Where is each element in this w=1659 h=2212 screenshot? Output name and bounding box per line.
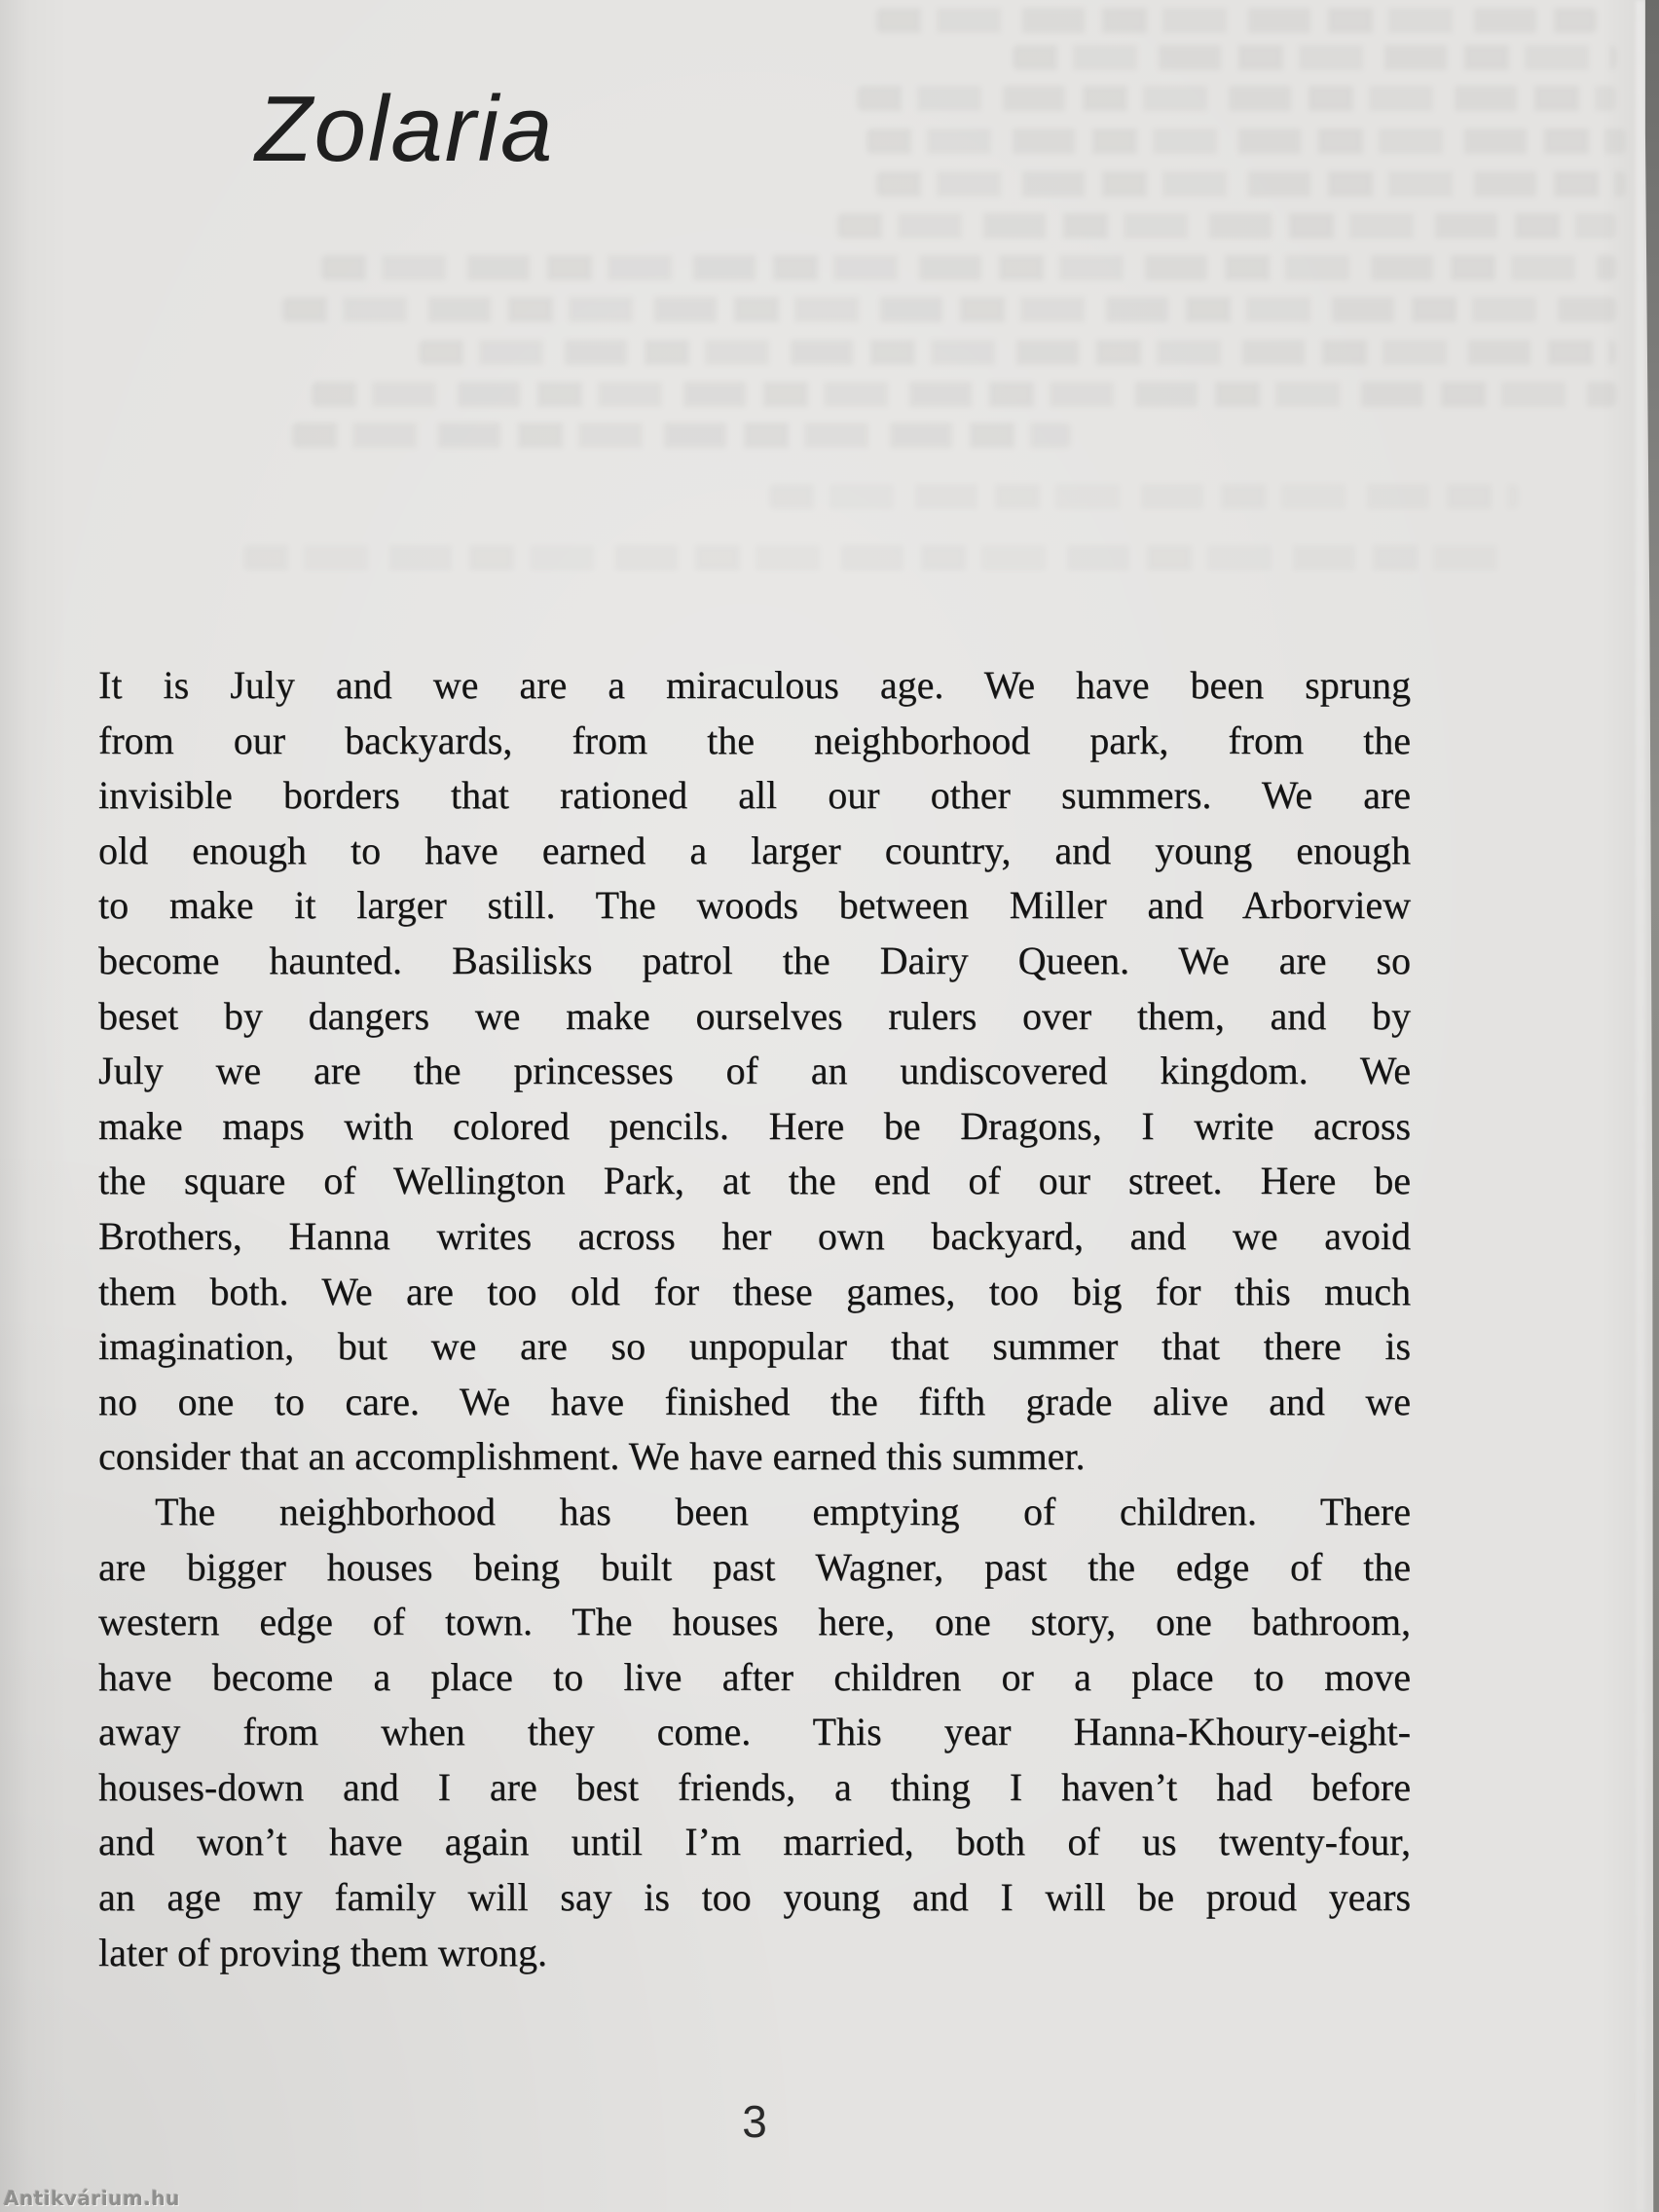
paragraph [98,1485,1411,1980]
text-line: consider that an accomplishment. We have earned this summer. [98,1434,1086,1479]
text-line: houses-down and I are best friends, a thing I haven’t had before [98,1764,1411,1809]
body-text [98,658,1411,1980]
watermark: Antikvárium.hu [4,2187,180,2210]
text-line: The neighborhood has been emptying of children. There [155,1489,1411,1533]
chapter-title: Zolaria [255,77,555,181]
page-number: 3 [742,2096,767,2147]
text-line: are bigger houses being built past Wagner, past the edge of the [98,1544,1411,1589]
text-line: have become a place to live after children or a place to move [98,1654,1411,1699]
paragraph [98,658,1411,1485]
text-line: become haunted. Basilisks patrol the Dairy Queen. We are so [98,938,1411,982]
text-line: Brothers, Hanna writes across her own backyard, and we avoid [98,1213,1411,1258]
text-line: invisible borders that rationed all our other summers. We are [98,773,1411,818]
text-line: beset by dangers we make ourselves rulers over them, and by [98,993,1411,1038]
text-line: from our backyards, from the neighborhood park, from the [98,718,1411,762]
text-line: and won’t have again until I’m married, both of us twenty-four, [98,1820,1411,1864]
text-line: away from when they come. This year Hanna-Khoury-eight- [98,1710,1411,1754]
page-edge-highlight [1636,0,1645,2212]
text-line: to make it larger still. The woods between Miller and Arborview [98,883,1411,928]
text-line: imagination, but we are so unpopular that summer that there is [98,1324,1411,1369]
text-line: the square of Wellington Park, at the end of our street. Here be [98,1159,1411,1203]
text-line: them both. We are too old for these games, too big for this much [98,1269,1411,1313]
text-line: old enough to have earned a larger country, and young enough [98,828,1411,872]
text-line: later of proving them wrong. [98,1930,547,1974]
page-edge-shadow [1643,0,1659,2212]
text-line: no one to care. We have finished the fifth grade alive and we [98,1379,1411,1423]
text-line: make maps with colored pencils. Here be Dragons, I write across [98,1103,1411,1148]
text-line: It is July and we are a miraculous age. We have been sprung [98,663,1411,707]
text-line: July we are the princesses of an undiscovered kingdom. We [98,1049,1411,1093]
text-line: western edge of town. The houses here, one story, one bathroom, [98,1600,1411,1644]
text-line: an age my family will say is too young and I will be proud years [98,1875,1411,1920]
